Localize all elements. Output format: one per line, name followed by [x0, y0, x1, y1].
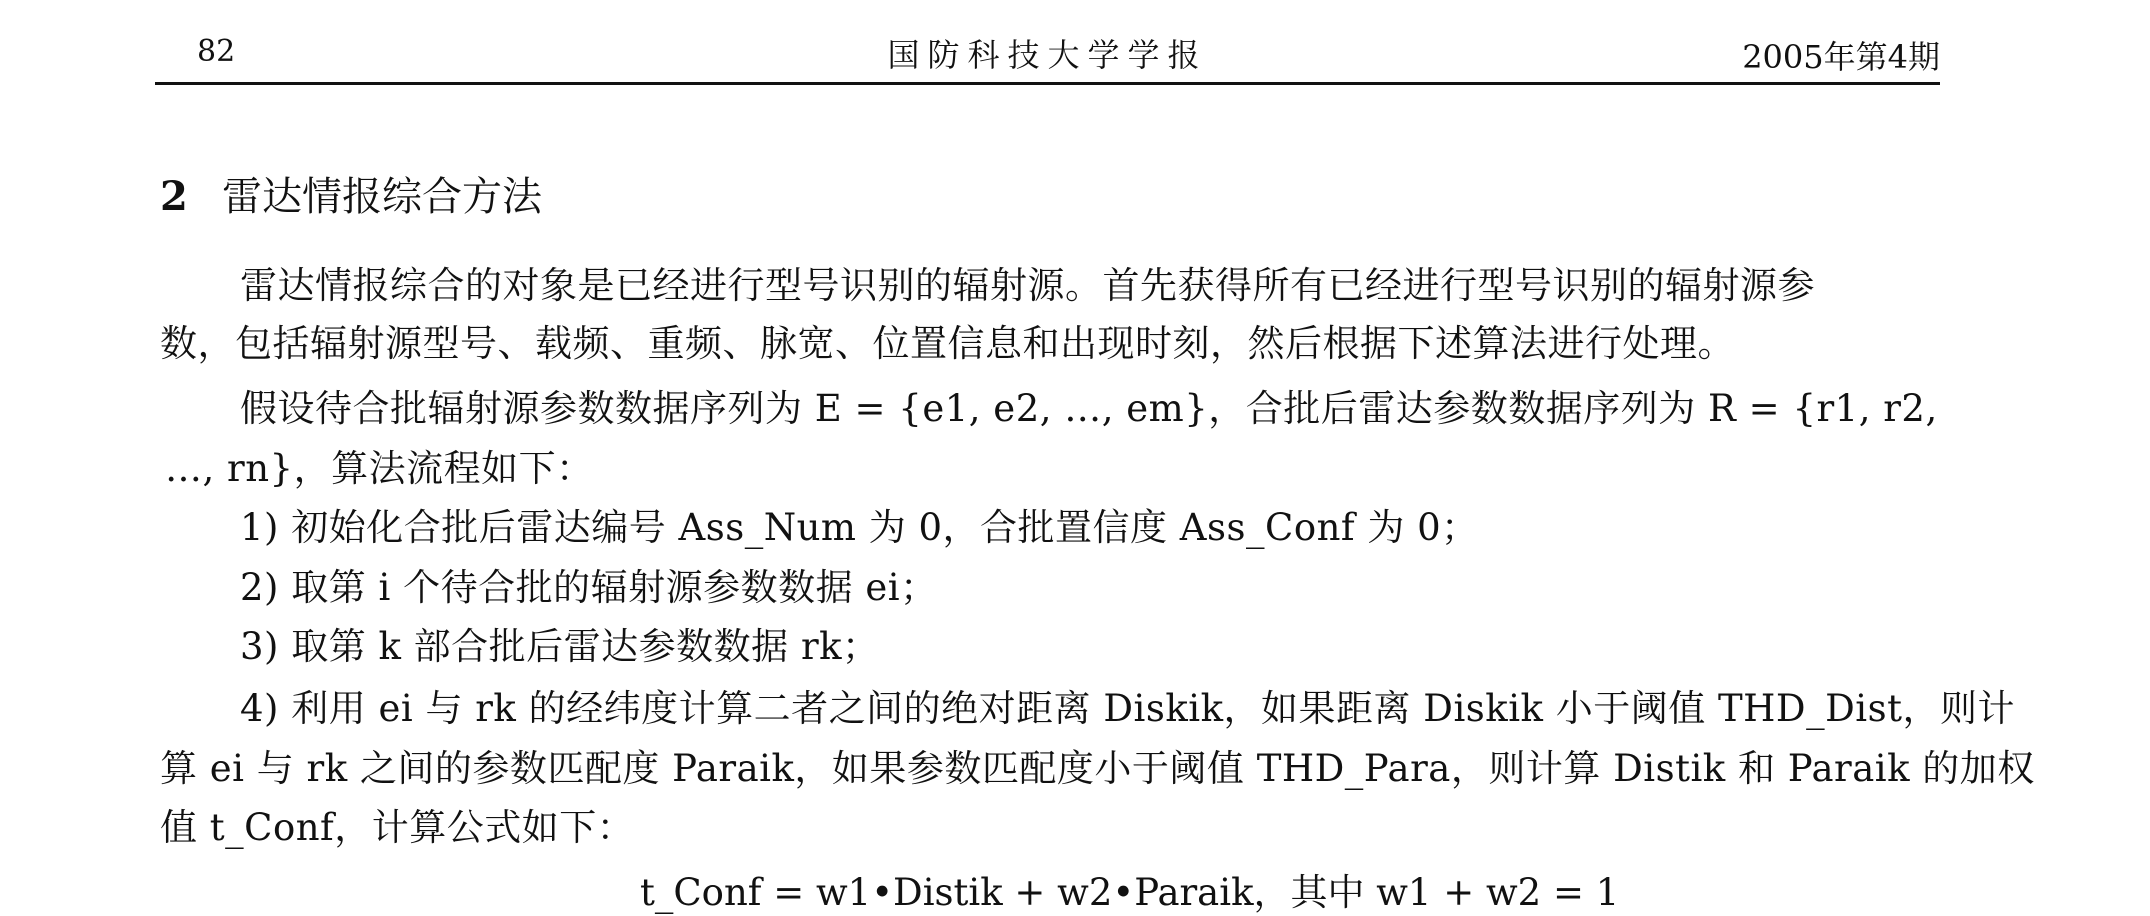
journal-title: 国防科技大学学报: [887, 36, 1208, 74]
section-title: 雷达情报综合方法: [222, 174, 542, 220]
weighted-confidence-equation: t_Conf = w1•Distik + w2•Paraik，其中 w1 + w2 = 1: [640, 871, 1620, 914]
header-rule: [155, 82, 1940, 85]
section-number: 2: [160, 173, 188, 220]
algorithm-step-1: 1) 初始化合批后雷达编号 Ass_Num 为 0，合批置信度 Ass_Conf 为 0；: [240, 506, 1479, 549]
algorithm-step-3: 3) 取第 k 部合批后雷达参数数据 rk；: [240, 625, 880, 668]
paragraph-1-line-2: 数，包括辐射源型号、载频、重频、脉宽、位置信息和出现时刻，然后根据下述算法进行处理。: [160, 322, 1735, 365]
running-header: [155, 30, 1940, 90]
algorithm-step-4-line-2: 算 ei 与 rk 之间的参数匹配度 Paraik，如果参数匹配度小于阈值 THD_Para，则计算 Distik 和 Paraik 的加权: [160, 747, 2035, 790]
paragraph-1-line-1: 雷达情报综合的对象是已经进行型号识别的辐射源。首先获得所有已经进行型号识别的辐射源参: [240, 264, 1815, 307]
algorithm-step-2: 2) 取第 i 个待合批的辐射源参数数据 ei；: [240, 566, 938, 609]
issue-label: 2005年第4期: [1742, 38, 1940, 76]
algorithm-step-4-line-3: 值 t_Conf，计算公式如下：: [160, 806, 635, 849]
section-heading: [160, 165, 542, 222]
page-number: 82: [197, 34, 236, 69]
algorithm-step-4-line-1: 4) 利用 ei 与 rk 的经纬度计算二者之间的绝对距离 Diskik，如果距离 Diskik 小于阈值 THD_Dist，则计: [240, 687, 2015, 730]
paragraph-2-line-2: …, rn}，算法流程如下：: [165, 447, 594, 490]
paragraph-2-line-1: 假设待合批辐射源参数数据序列为 E = {e1, e2, …, em}，合批后雷达参数数据序列为 R = {r1, r2,: [240, 387, 1938, 430]
